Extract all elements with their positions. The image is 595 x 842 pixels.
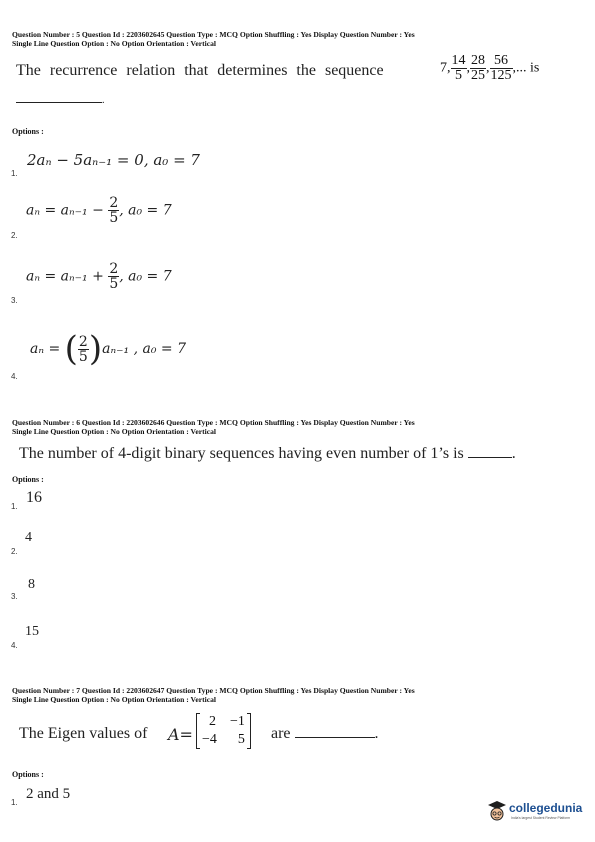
q5-option-4-frac: $\frac{2}{5}$ [78, 333, 88, 365]
q6-header-line1: Question Number : 6 Question Id : 2203602646 Question Type : MCQ Option Shuffling : Yes Display Question Number : Yes [12, 418, 415, 427]
q6-option-3-value[interactable]: 8 [28, 577, 35, 592]
q7-answer-blank [295, 737, 375, 738]
q5-option-3-lhs: aₙ = aₙ₋₁ + [26, 268, 104, 285]
q5-option-1-number: 1. [11, 169, 18, 178]
q6-options-label: Options : [12, 475, 44, 484]
q5-option-2-lhs: aₙ = aₙ₋₁ − [26, 202, 104, 219]
q7-options-label: Options : [12, 770, 44, 779]
q5-seq-frac-3: $\frac{56}{125}$ [490, 53, 512, 83]
q5-header-line1: Question Number : 5 Question Id : 2203602645 Question Type : MCQ Option Shuffling : Yes Display Question Number : Yes [12, 30, 415, 39]
q7-matrix-brackets [196, 713, 251, 749]
q5-option-2-rhs: , a₀ = 7 [119, 202, 172, 219]
q5-seq-frac-1: $\frac{14}{5}$ [451, 53, 466, 83]
q5-option-4-lhs: aₙ = [30, 341, 61, 357]
q5-option-1-expr[interactable]: 2aₙ − 5aₙ₋₁ = 0, a₀ = 7 [27, 151, 200, 169]
logo-tagline: India's largest Student Review Platform [511, 816, 571, 820]
q6-header-line2: Single Line Question Option : No Option Orientation : Vertical [12, 427, 216, 436]
q6-option-1-number: 1. [11, 502, 18, 511]
q5-option-3-number: 3. [11, 296, 18, 305]
q6-option-4-value[interactable]: 15 [25, 624, 39, 639]
q5-option-2-frac: $\frac{2}{5}$ [109, 195, 119, 226]
q5-sequence: 7, $\frac{14}{5}$ , $\frac{28}{25}$ , $\frac{56}{125}$ ,... is [440, 53, 540, 83]
q5-option-3-expr[interactable] [26, 262, 172, 291]
q7-header-line2: Single Line Question Option : No Option Orientation : Vertical [12, 695, 216, 704]
q5-option-4-expr[interactable]: aₙ = ( $\frac{2}{5}$ )aₙ₋₁ , a₀ = 7 [30, 329, 186, 369]
q7-matrix-a22: 5 [237, 732, 245, 747]
q7-question-text-pre: The Eigen values of [19, 725, 148, 742]
q6-option-1-value[interactable]: 16 [26, 489, 42, 506]
q5-header-line2: Single Line Question Option : No Option Orientation : Vertical [12, 39, 216, 48]
q7-question-text-post [271, 725, 379, 743]
q6-option-2-value[interactable]: 4 [25, 530, 32, 545]
q5-option-2-number: 2. [11, 231, 18, 240]
q7-question-end: . [374, 725, 379, 742]
q5-options-label: Options : [12, 127, 44, 136]
logo-brand-text: collegedunia [509, 801, 583, 815]
q5-option-3-rhs: , a₀ = 7 [119, 268, 172, 285]
q5-seq-first: 7, [440, 60, 451, 76]
q5-answer-blank [16, 102, 102, 103]
q5-seq-frac-2: $\frac{28}{25}$ [471, 53, 485, 83]
q7-option-1-value[interactable]: 2 and 5 [26, 786, 71, 802]
q6-option-4-number: 4. [11, 641, 18, 650]
q7-matrix-var: A= [168, 725, 193, 744]
q7-matrix [196, 713, 251, 749]
q7-header-line1: Question Number : 7 Question Id : 2203602647 Question Type : MCQ Option Shuffling : Yes Display Question Number : Yes [12, 686, 415, 695]
q7-matrix-a21: −4 [202, 732, 217, 747]
q6-question-body: The number of 4-digit binary sequences having even number of 1’s is [19, 445, 464, 462]
q5-question-text: The recurrence relation that determines the sequence [16, 62, 384, 79]
q5-option-3-frac: $\frac{2}{5}$ [109, 261, 119, 292]
q6-question-text [19, 445, 516, 463]
q7-matrix-a12: −1 [230, 714, 245, 729]
q5-option-4-rhs: aₙ₋₁ , a₀ = 7 [102, 341, 186, 357]
q7-option-1-number: 1. [11, 798, 18, 807]
graduation-cap-icon [487, 800, 507, 822]
q7-matrix-a11: 2 [209, 714, 216, 729]
q7-question-are: are [271, 725, 291, 742]
q5-option-4-number: 4. [11, 372, 18, 381]
q5-blank-dot: . [102, 95, 105, 106]
q6-option-3-number: 3. [11, 592, 18, 601]
q6-answer-blank [468, 457, 512, 458]
q6-option-2-number: 2. [11, 547, 18, 556]
q5-option-2-expr[interactable] [26, 196, 172, 225]
q6-question-end: . [511, 445, 516, 462]
q5-seq-tail: ,... is [512, 60, 540, 76]
